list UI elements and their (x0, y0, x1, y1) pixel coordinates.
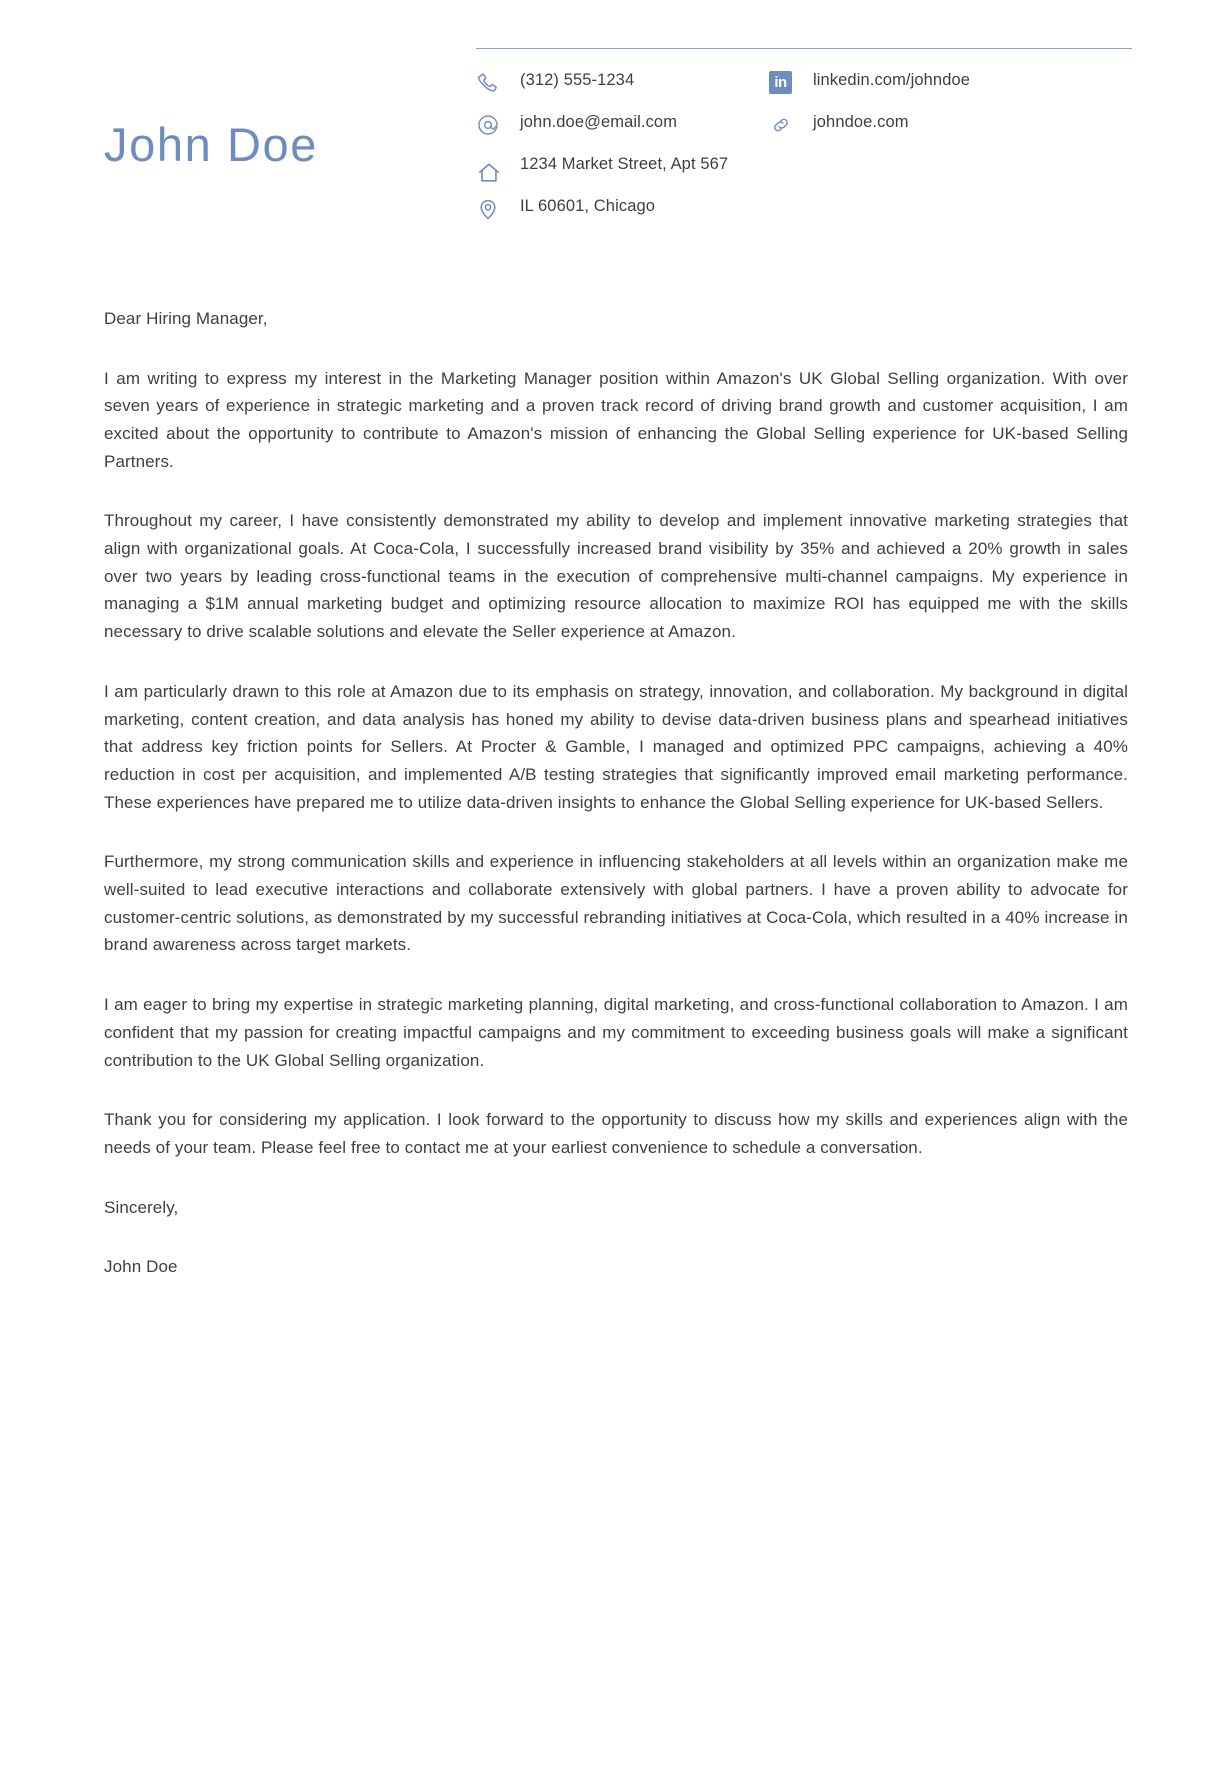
signature-name: John Doe (104, 1257, 178, 1277)
location-pin-icon (476, 193, 520, 223)
letter-paragraph: Thank you for considering my application. I look forward to the opportunity to discuss how my skills and experiences align with the needs of your team. Please feel free to contact me at your earliest convenience to schedule a conversation. (104, 1110, 1128, 1157)
contact-grid (476, 67, 1132, 235)
linkedin-badge-label: in (769, 71, 792, 94)
closing-salutation: Sincerely, (104, 1197, 179, 1217)
page-title: John Doe (104, 118, 318, 171)
contact-item-email[interactable] (476, 109, 769, 147)
contact-phone-value: (312) 555-1234 (520, 71, 635, 89)
contact-item-address[interactable] (476, 151, 769, 189)
link-icon (769, 109, 813, 139)
letter-header (0, 0, 1232, 235)
contact-block (476, 42, 1132, 235)
contact-linkedin-value: linkedin.com/johndoe (813, 71, 971, 89)
salutation: Dear Hiring Manager, (104, 309, 268, 328)
contact-column-right (769, 67, 1132, 235)
letter-paragraph: I am eager to bring my expertise in strategic marketing planning, digital marketing, and cross-functional collaboration to Amazon. I am confident that my passion for creating impactful campaigns and my commitment to exceeding business goals will make a significant contribution to the UK Global Selling organization. (104, 995, 1128, 1070)
contact-item-phone[interactable] (476, 67, 769, 105)
contact-email-value: john.doe@email.com (520, 113, 678, 131)
letter-paragraph: Throughout my career, I have consistently demonstrated my ability to develop and implement innovative marketing strategies that align with organizational goals. At Coca-Cola, I successfully increased brand visibility by 35% and achieved a 20% growth in sales over two years by leading cross-functional teams in the execution of comprehensive multi-channel campaigns. My experience in managing a $1M annual marketing budget and optimizing resource allocation to maximize ROI has equipped me with the skills necessary to drive scalable solutions and elevate the Seller experience at Amazon. (104, 511, 1128, 642)
email-icon (476, 109, 520, 139)
letter-body (0, 305, 1232, 1341)
linkedin-icon (769, 67, 813, 97)
contact-item-linkedin[interactable] (769, 67, 1132, 105)
letter-paragraph: Furthermore, my strong communication skills and experience in influencing stakeholders at all levels within an organization make me well-suited to lead executive interactions and collaborate extensively with global partners. I have a proven ability to advocate for customer-centric solutions, as demonstrated by my successful rebranding initiatives at Coca-Cola, which resulted in a 40% increase in brand awareness across target markets. (104, 852, 1128, 955)
contact-location-value: IL 60601, Chicago (520, 197, 656, 215)
phone-icon (476, 67, 520, 97)
contact-item-location[interactable] (476, 193, 769, 231)
contact-website-value: johndoe.com (813, 113, 909, 131)
header-divider (476, 48, 1132, 49)
contact-address-value: 1234 Market Street, Apt 567 (520, 155, 729, 173)
contact-column-left (476, 67, 769, 235)
home-icon (476, 151, 520, 181)
letter-paragraph: I am writing to express my interest in the Marketing Manager position within Amazon's UK Global Selling organization. With over seven years of experience in strategic marketing and a proven track record of driving brand growth and customer acquisition, I am excited about the opportunity to contribute to Amazon's mission of enhancing the Global Selling experience for UK-based Selling Partners. (104, 368, 1128, 471)
contact-item-website[interactable] (769, 109, 1132, 147)
name-block (104, 42, 476, 169)
letter-paragraph: I am particularly drawn to this role at Amazon due to its emphasis on strategy, innovation, and collaboration. My background in digital marketing, content creation, and data analysis has honed my ability to devise data-driven business plans and spearhead initiatives that address key friction points for Sellers. At Procter & Gamble, I managed and optimized PPC campaigns, achieving a 40% reduction in cost per acquisition, and implemented A/B testing strategies that significantly improved email marketing performance. These experiences have prepared me to utilize data-driven insights to enhance the Global Selling experience for UK-based Sellers. (104, 681, 1128, 812)
